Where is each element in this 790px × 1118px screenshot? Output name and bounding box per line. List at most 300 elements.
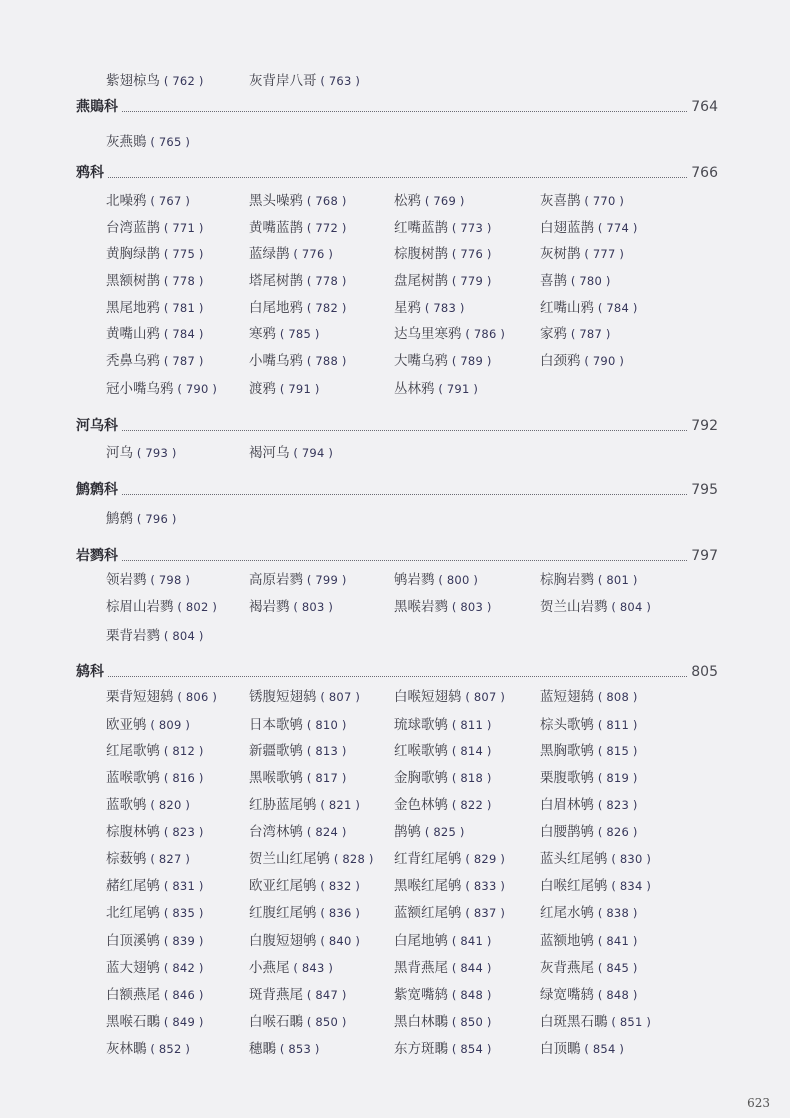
open-paren: ( bbox=[173, 382, 186, 396]
species-entry bbox=[249, 986, 347, 1004]
species-entry bbox=[249, 1013, 347, 1031]
open-paren: ( bbox=[289, 600, 302, 614]
species-page-number: 838 bbox=[606, 906, 629, 920]
species-page-number: 821 bbox=[328, 798, 352, 812]
close-paren: ) bbox=[455, 301, 465, 315]
species-page-number: 841 bbox=[460, 934, 483, 948]
species-name: 穗䳭 bbox=[249, 1041, 276, 1057]
species-entry bbox=[106, 571, 190, 589]
open-paren: ( bbox=[594, 690, 607, 704]
species-page-number: 781 bbox=[172, 301, 195, 315]
species-entry bbox=[106, 877, 204, 895]
close-paren: ) bbox=[628, 744, 638, 758]
species-name: 黑头噪鸦 bbox=[249, 193, 303, 209]
close-paren: ) bbox=[194, 1015, 204, 1029]
species-page-number: 820 bbox=[158, 798, 182, 812]
species-page-number: 776 bbox=[460, 247, 483, 261]
species-name: 冠小嘴乌鸦 bbox=[106, 381, 174, 397]
close-paren: ) bbox=[194, 629, 204, 643]
species-page-number: 767 bbox=[158, 194, 182, 208]
species-name: 锈腹短翅鸫 bbox=[249, 689, 317, 705]
open-paren: ( bbox=[173, 690, 186, 704]
species-entry bbox=[394, 769, 492, 787]
open-paren: ( bbox=[607, 879, 620, 893]
species-page-number: 806 bbox=[185, 690, 209, 704]
species-page-number: 810 bbox=[315, 718, 338, 732]
species-name: 家鸦 bbox=[540, 326, 567, 342]
species-page-number: 850 bbox=[460, 1015, 483, 1029]
species-name: 黑背燕尾 bbox=[394, 960, 448, 976]
close-paren: ) bbox=[337, 221, 347, 235]
species-page-number: 808 bbox=[606, 690, 629, 704]
species-entry bbox=[249, 850, 374, 868]
species-entry bbox=[394, 959, 492, 977]
close-paren: ) bbox=[194, 961, 204, 975]
species-name: 棕头歌鸲 bbox=[540, 717, 594, 733]
species-page-number: 848 bbox=[460, 988, 483, 1002]
species-entry bbox=[394, 219, 492, 237]
species-name: 金色林鸲 bbox=[394, 797, 448, 813]
open-paren: ( bbox=[448, 744, 461, 758]
dot-leader bbox=[108, 176, 687, 178]
species-page-number: 800 bbox=[446, 573, 470, 587]
close-paren: ) bbox=[496, 690, 506, 704]
open-paren: ( bbox=[276, 382, 289, 396]
species-page-number: 834 bbox=[619, 879, 643, 893]
open-paren: ( bbox=[316, 879, 329, 893]
open-paren: ( bbox=[461, 879, 474, 893]
family-name: 燕鵙科 bbox=[76, 99, 118, 115]
close-paren: ) bbox=[194, 74, 204, 88]
open-paren: ( bbox=[133, 446, 146, 460]
species-entry bbox=[106, 219, 204, 237]
close-paren: ) bbox=[496, 852, 506, 866]
species-page-number: 854 bbox=[592, 1042, 616, 1056]
species-name: 黑胸歌鸲 bbox=[540, 743, 594, 759]
open-paren: ( bbox=[289, 446, 302, 460]
species-name: 白喉红尾鸲 bbox=[540, 878, 608, 894]
species-entry bbox=[249, 688, 360, 706]
close-paren: ) bbox=[482, 934, 492, 948]
open-paren: ( bbox=[448, 771, 461, 785]
open-paren: ( bbox=[448, 798, 461, 812]
species-name: 棕胸岩鹨 bbox=[540, 572, 594, 588]
species-name: 丛林鸦 bbox=[394, 381, 435, 397]
open-paren: ( bbox=[316, 690, 329, 704]
species-entry bbox=[106, 688, 217, 706]
species-page-number: 774 bbox=[606, 221, 629, 235]
species-entry bbox=[394, 716, 492, 734]
species-entry bbox=[540, 742, 638, 760]
close-paren: ) bbox=[337, 354, 347, 368]
species-entry bbox=[249, 1040, 320, 1058]
open-paren: ( bbox=[461, 852, 474, 866]
species-name: 蓝额地鸲 bbox=[540, 933, 594, 949]
species-name: 灰背燕尾 bbox=[540, 960, 594, 976]
open-paren: ( bbox=[580, 247, 593, 261]
open-paren: ( bbox=[448, 247, 461, 261]
species-page-number: 817 bbox=[315, 771, 338, 785]
family-header bbox=[76, 479, 718, 499]
close-paren: ) bbox=[351, 690, 361, 704]
close-paren: ) bbox=[181, 573, 191, 587]
open-paren: ( bbox=[146, 798, 159, 812]
species-name: 褐岩鹨 bbox=[249, 599, 290, 615]
open-paren: ( bbox=[146, 194, 159, 208]
species-page-number: 852 bbox=[158, 1042, 182, 1056]
species-entry bbox=[394, 877, 505, 895]
family-page-number: 792 bbox=[691, 418, 718, 434]
family-page-number: 795 bbox=[691, 482, 718, 498]
species-entry bbox=[106, 742, 204, 760]
species-page-number: 839 bbox=[172, 934, 195, 948]
species-entry bbox=[540, 571, 638, 589]
close-paren: ) bbox=[601, 274, 611, 288]
species-entry bbox=[394, 823, 465, 841]
species-name: 黑喉岩鹨 bbox=[394, 599, 448, 615]
close-paren: ) bbox=[337, 1015, 347, 1029]
open-paren: ( bbox=[303, 825, 316, 839]
open-paren: ( bbox=[303, 1015, 316, 1029]
species-entry bbox=[106, 510, 177, 528]
species-entry bbox=[249, 245, 333, 263]
close-paren: ) bbox=[628, 825, 638, 839]
species-entry bbox=[106, 1013, 204, 1031]
species-entry bbox=[394, 688, 505, 706]
species-page-number: 778 bbox=[315, 274, 338, 288]
open-paren: ( bbox=[448, 961, 461, 975]
species-name: 黑白林䳭 bbox=[394, 1014, 448, 1030]
open-paren: ( bbox=[160, 74, 173, 88]
species-entry bbox=[249, 444, 333, 462]
species-page-number: 841 bbox=[606, 934, 629, 948]
species-entry bbox=[249, 959, 333, 977]
open-paren: ( bbox=[160, 934, 173, 948]
species-name: 白喉短翅鸫 bbox=[394, 689, 462, 705]
species-entry bbox=[394, 986, 492, 1004]
species-entry bbox=[106, 245, 204, 263]
species-page-number: 769 bbox=[433, 194, 456, 208]
species-entry bbox=[106, 352, 204, 370]
close-paren: ) bbox=[628, 961, 638, 975]
species-entry bbox=[106, 598, 217, 616]
close-paren: ) bbox=[194, 934, 204, 948]
open-paren: ( bbox=[160, 629, 173, 643]
open-paren: ( bbox=[303, 988, 316, 1002]
family-name: 鸫科 bbox=[76, 664, 104, 680]
open-paren: ( bbox=[567, 327, 580, 341]
species-entry bbox=[540, 688, 638, 706]
family-header bbox=[76, 415, 718, 435]
open-paren: ( bbox=[303, 221, 316, 235]
species-entry bbox=[249, 571, 347, 589]
family-header bbox=[76, 545, 718, 565]
species-entry bbox=[540, 716, 638, 734]
family-name: 鸦科 bbox=[76, 165, 104, 181]
close-paren: ) bbox=[615, 247, 625, 261]
close-paren: ) bbox=[482, 988, 492, 1002]
species-name: 红背红尾鸲 bbox=[394, 851, 462, 867]
species-entry bbox=[394, 1013, 492, 1031]
species-entry bbox=[540, 796, 638, 814]
open-paren: ( bbox=[303, 718, 316, 732]
species-name: 鸲岩鹨 bbox=[394, 572, 435, 588]
open-paren: ( bbox=[434, 382, 447, 396]
species-name: 台湾林鸲 bbox=[249, 824, 303, 840]
close-paren: ) bbox=[194, 247, 204, 261]
close-paren: ) bbox=[455, 825, 465, 839]
species-page-number: 798 bbox=[158, 573, 182, 587]
open-paren: ( bbox=[146, 1042, 159, 1056]
open-paren: ( bbox=[580, 354, 593, 368]
close-paren: ) bbox=[167, 512, 177, 526]
species-name: 褐河乌 bbox=[249, 445, 290, 461]
close-paren: ) bbox=[324, 446, 334, 460]
close-paren: ) bbox=[496, 327, 506, 341]
close-paren: ) bbox=[469, 382, 479, 396]
species-entry bbox=[249, 932, 360, 950]
open-paren: ( bbox=[448, 988, 461, 1002]
species-name: 黑喉石䳭 bbox=[106, 1014, 160, 1030]
species-page-number: 825 bbox=[433, 825, 456, 839]
close-paren: ) bbox=[482, 718, 492, 732]
species-name: 棕薮鸲 bbox=[106, 851, 147, 867]
species-name: 白颈鸦 bbox=[540, 353, 581, 369]
dot-leader bbox=[122, 493, 687, 495]
species-name: 白腹短翅鸲 bbox=[249, 933, 317, 949]
species-name: 白额燕尾 bbox=[106, 987, 160, 1003]
species-page-number: 773 bbox=[460, 221, 483, 235]
open-paren: ( bbox=[303, 194, 316, 208]
species-name: 白顶溪鸲 bbox=[106, 933, 160, 949]
species-name: 白喉石䳭 bbox=[249, 1014, 303, 1030]
species-name: 喜鹊 bbox=[540, 273, 567, 289]
species-page-number: 828 bbox=[342, 852, 365, 866]
species-name: 黑喉红尾鸲 bbox=[394, 878, 462, 894]
species-page-number: 770 bbox=[592, 194, 616, 208]
family-header bbox=[76, 661, 718, 681]
species-entry bbox=[106, 986, 204, 1004]
close-paren: ) bbox=[351, 906, 361, 920]
species-name: 灰喜鹊 bbox=[540, 193, 581, 209]
species-page-number: 833 bbox=[473, 879, 497, 893]
species-entry bbox=[249, 192, 347, 210]
close-paren: ) bbox=[194, 301, 204, 315]
species-name: 黄嘴山鸦 bbox=[106, 326, 160, 342]
species-page-number: 826 bbox=[606, 825, 629, 839]
close-paren: ) bbox=[351, 934, 361, 948]
species-entry bbox=[249, 299, 347, 317]
close-paren: ) bbox=[194, 879, 204, 893]
species-name: 白尾地鸦 bbox=[249, 300, 303, 316]
species-entry bbox=[106, 796, 190, 814]
species-entry bbox=[249, 877, 360, 895]
close-paren: ) bbox=[628, 771, 638, 785]
species-page-number: 784 bbox=[606, 301, 629, 315]
close-paren: ) bbox=[337, 718, 347, 732]
species-page-number: 851 bbox=[619, 1015, 643, 1029]
species-name: 高原岩鹨 bbox=[249, 572, 303, 588]
species-page-number: 843 bbox=[301, 961, 325, 975]
species-entry bbox=[106, 716, 190, 734]
species-entry bbox=[394, 850, 505, 868]
species-name: 棕腹树鹊 bbox=[394, 246, 448, 262]
species-name: 灰背岸八哥 bbox=[249, 73, 317, 89]
close-paren: ) bbox=[482, 771, 492, 785]
species-entry bbox=[540, 245, 624, 263]
species-page-number: 815 bbox=[606, 744, 629, 758]
open-paren: ( bbox=[160, 1015, 173, 1029]
close-paren: ) bbox=[482, 600, 492, 614]
species-entry bbox=[249, 769, 347, 787]
species-entry bbox=[394, 245, 492, 263]
species-name: 白腰鹊鸲 bbox=[540, 824, 594, 840]
open-paren: ( bbox=[160, 274, 173, 288]
close-paren: ) bbox=[482, 1015, 492, 1029]
species-name: 黑额树鹊 bbox=[106, 273, 160, 289]
species-entry bbox=[106, 133, 190, 151]
open-paren: ( bbox=[303, 573, 316, 587]
close-paren: ) bbox=[628, 934, 638, 948]
species-entry bbox=[540, 877, 651, 895]
species-name: 琉球歌鸲 bbox=[394, 717, 448, 733]
species-page-number: 832 bbox=[328, 879, 352, 893]
open-paren: ( bbox=[594, 771, 607, 785]
open-paren: ( bbox=[607, 600, 620, 614]
species-page-number: 816 bbox=[172, 771, 195, 785]
species-page-number: 823 bbox=[172, 825, 195, 839]
open-paren: ( bbox=[594, 573, 607, 587]
open-paren: ( bbox=[330, 852, 343, 866]
close-paren: ) bbox=[482, 247, 492, 261]
open-paren: ( bbox=[421, 194, 434, 208]
close-paren: ) bbox=[310, 327, 320, 341]
species-name: 栗腹歌鸲 bbox=[540, 770, 594, 786]
close-paren: ) bbox=[628, 221, 638, 235]
species-page-number: 775 bbox=[172, 247, 195, 261]
species-page-number: 845 bbox=[606, 961, 629, 975]
open-paren: ( bbox=[173, 600, 186, 614]
close-paren: ) bbox=[337, 194, 347, 208]
species-page-number: 840 bbox=[328, 934, 352, 948]
species-entry bbox=[249, 716, 347, 734]
open-paren: ( bbox=[303, 274, 316, 288]
species-page-number: 778 bbox=[172, 274, 195, 288]
species-page-number: 768 bbox=[315, 194, 338, 208]
species-page-number: 794 bbox=[301, 446, 325, 460]
species-name: 北红尾鸲 bbox=[106, 905, 160, 921]
species-page-number: 807 bbox=[328, 690, 352, 704]
dot-leader bbox=[108, 675, 687, 677]
close-paren: ) bbox=[628, 988, 638, 1002]
close-paren: ) bbox=[337, 573, 347, 587]
species-name: 白斑黑石䳭 bbox=[540, 1014, 608, 1030]
species-name: 黑喉歌鸲 bbox=[249, 770, 303, 786]
species-page-number: 853 bbox=[288, 1042, 311, 1056]
species-page-number: 789 bbox=[460, 354, 483, 368]
species-name: 紫宽嘴鸫 bbox=[394, 987, 448, 1003]
species-entry bbox=[249, 272, 347, 290]
open-paren: ( bbox=[567, 274, 580, 288]
open-paren: ( bbox=[594, 301, 607, 315]
open-paren: ( bbox=[303, 771, 316, 785]
species-entry bbox=[249, 796, 360, 814]
species-name: 白翅蓝鹊 bbox=[540, 220, 594, 236]
species-name: 红嘴山鸦 bbox=[540, 300, 594, 316]
close-paren: ) bbox=[351, 74, 361, 88]
open-paren: ( bbox=[421, 301, 434, 315]
open-paren: ( bbox=[160, 301, 173, 315]
species-page-number: 822 bbox=[460, 798, 483, 812]
species-page-number: 790 bbox=[592, 354, 616, 368]
species-entry bbox=[106, 904, 204, 922]
species-name: 绿宽嘴鸫 bbox=[540, 987, 594, 1003]
species-page-number: 848 bbox=[606, 988, 629, 1002]
open-paren: ( bbox=[580, 194, 593, 208]
close-paren: ) bbox=[167, 446, 177, 460]
species-page-number: 849 bbox=[172, 1015, 195, 1029]
open-paren: ( bbox=[448, 600, 461, 614]
species-entry bbox=[106, 823, 204, 841]
species-name: 红尾歌鸲 bbox=[106, 743, 160, 759]
species-name: 蓝大翅鸲 bbox=[106, 960, 160, 976]
open-paren: ( bbox=[594, 906, 607, 920]
close-paren: ) bbox=[194, 221, 204, 235]
close-paren: ) bbox=[615, 1042, 625, 1056]
species-name: 黑尾地鸦 bbox=[106, 300, 160, 316]
species-page-number: 762 bbox=[172, 74, 195, 88]
species-name: 渡鸦 bbox=[249, 381, 276, 397]
species-name: 灰树鹊 bbox=[540, 246, 581, 262]
close-paren: ) bbox=[628, 798, 638, 812]
species-entry bbox=[394, 932, 492, 950]
species-name: 黄嘴蓝鹊 bbox=[249, 220, 303, 236]
close-paren: ) bbox=[482, 961, 492, 975]
species-page-number: 802 bbox=[185, 600, 209, 614]
close-paren: ) bbox=[628, 906, 638, 920]
species-entry bbox=[540, 1013, 651, 1031]
species-entry bbox=[249, 325, 320, 343]
open-paren: ( bbox=[160, 354, 173, 368]
species-entry bbox=[106, 850, 190, 868]
species-entry bbox=[106, 299, 204, 317]
species-name: 蓝喉歌鸲 bbox=[106, 770, 160, 786]
species-name: 秃鼻乌鸦 bbox=[106, 353, 160, 369]
open-paren: ( bbox=[303, 354, 316, 368]
species-page-number: 783 bbox=[433, 301, 456, 315]
close-paren: ) bbox=[194, 274, 204, 288]
species-entry bbox=[540, 850, 651, 868]
open-paren: ( bbox=[160, 879, 173, 893]
species-page-number: 824 bbox=[315, 825, 338, 839]
close-paren: ) bbox=[181, 1042, 191, 1056]
species-entry bbox=[540, 299, 638, 317]
open-paren: ( bbox=[146, 852, 159, 866]
species-name: 红嘴蓝鹊 bbox=[394, 220, 448, 236]
species-name: 红尾水鸲 bbox=[540, 905, 594, 921]
species-entry bbox=[540, 932, 638, 950]
open-paren: ( bbox=[580, 1042, 593, 1056]
species-entry bbox=[540, 272, 611, 290]
species-page-number: 791 bbox=[446, 382, 470, 396]
close-paren: ) bbox=[208, 600, 218, 614]
close-paren: ) bbox=[496, 879, 506, 893]
species-name: 白尾地鸲 bbox=[394, 933, 448, 949]
close-paren: ) bbox=[324, 247, 334, 261]
species-entry bbox=[540, 986, 638, 1004]
species-name: 蓝短翅鸫 bbox=[540, 689, 594, 705]
open-paren: ( bbox=[146, 135, 159, 149]
